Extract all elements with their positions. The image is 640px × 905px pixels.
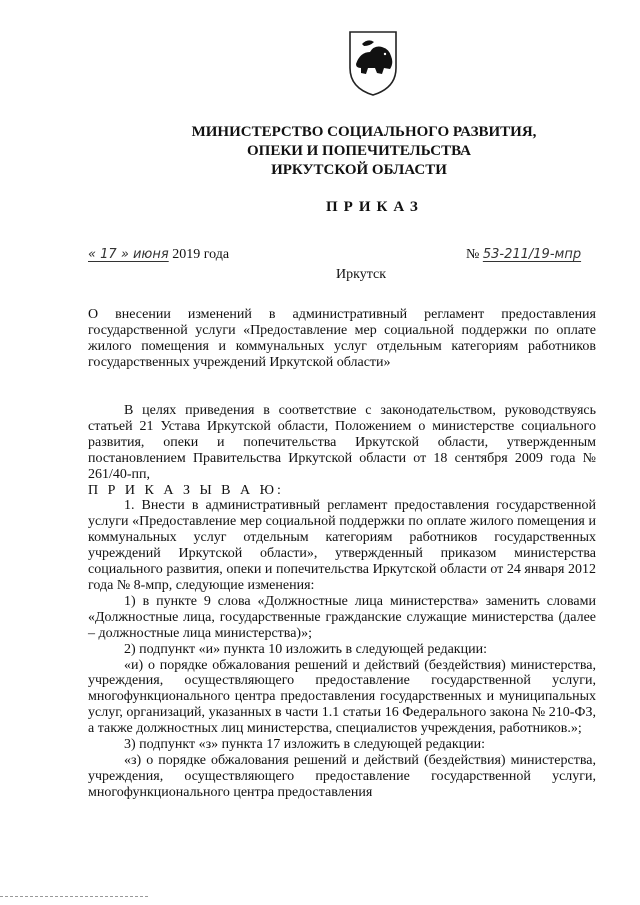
subitem-2-paragraph: 2) подпункт «и» пункта 10 изложить в следующей редакции: bbox=[124, 641, 487, 657]
ministry-name-line-2: ОПЕКИ И ПОПЕЧИТЕЛЬСТВА bbox=[247, 143, 471, 159]
preamble-paragraph: В целях приведения в соответствие с законодательством, руководствуясь статьей 21 Устава Иркутской области, Положением о министерстве социального развития, опеки и попечительства Иркутской области, утвержденным постановлением Правительства Иркутской области от 18 сентября 2009 года № 261/40-пп, bbox=[88, 403, 596, 482]
order-word: П Р И К А З Ы В А Ю: bbox=[88, 482, 284, 498]
page-footer-divider bbox=[0, 896, 148, 897]
document-type-title: ПРИКАЗ bbox=[326, 199, 424, 215]
subitem-2-text: «и) о порядке обжалования решений и действий (бездействия) министерства, учреждения, осуществляющего предоставление государственной услуги, многофункционального центра предоставления государственных и муниципальных услуг, организаций, указанных в части 1.1 статьи 16 Федерального закона № 210-ФЗ, а также должностных лиц министерства, специалистов учреждения, работников.»; bbox=[88, 657, 596, 737]
item-1-paragraph: 1. Внести в административный регламент предоставления государственной услуги «Предоставление мер социальной поддержки по оплате жилого помещения и коммунальных услуг отдельным категориям работников государственных учреждений Иркутской области», утвержденный приказом министерства социального развития, опеки и попечительства Иркутской области от 24 января 2012 года № 8-мпр, следующие изменения: bbox=[88, 498, 596, 593]
ministry-header bbox=[0, 123, 640, 180]
order-body bbox=[88, 403, 596, 801]
order-date bbox=[88, 247, 229, 263]
subitem-3-text: «з) о порядке обжалования решений и действий (бездействия) министерства, учреждения, осуществляющего предоставление государственной услуги, многофункционального центра предоставления bbox=[88, 752, 596, 800]
city: Иркутск bbox=[336, 267, 387, 282]
number-sign: № bbox=[466, 247, 480, 262]
order-year: 2019 года bbox=[172, 247, 230, 262]
handwritten-number: 53-211/19-мпр bbox=[482, 247, 582, 262]
subitem-1-paragraph: 1) в пункте 9 слова «Должностные лица министерства» заменить словами «Должностные лица, государственные гражданские служащие министерства (далее – должностные лица министерства)»; bbox=[88, 593, 596, 641]
order-subject bbox=[88, 307, 596, 371]
ministry-name-line-1: МИНИСТЕРСТВО СОЦИАЛЬНОГО РАЗВИТИЯ, bbox=[191, 124, 537, 140]
subitem-3-paragraph: 3) подпункт «з» пункта 17 изложить в следующей редакции: bbox=[124, 737, 485, 753]
subject-text: О внесении изменений в административный регламент предоставления государственной услуги «Предоставление мер социальной поддержки по оплате жилого помещения и коммунальных услуг отдельным категориям работников государственных учреждений Иркутской области» bbox=[88, 307, 596, 370]
ministry-name-line-3: ИРКУТСКОЙ ОБЛАСТИ bbox=[271, 162, 447, 178]
order-number bbox=[466, 247, 581, 263]
coat-of-arms-emblem bbox=[344, 28, 402, 98]
handwritten-date: « 17 » июня bbox=[88, 247, 169, 262]
